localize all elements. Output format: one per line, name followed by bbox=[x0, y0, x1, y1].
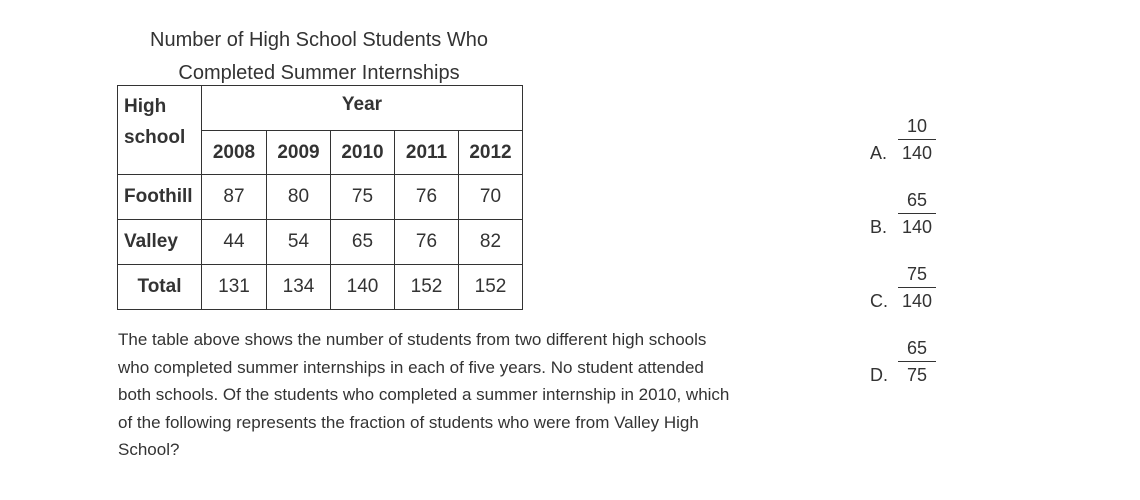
table-cell: 54 bbox=[267, 220, 331, 265]
table-row-valley bbox=[118, 220, 523, 265]
choice-c-denominator: 140 bbox=[901, 291, 933, 311]
table-cell: 75 bbox=[331, 175, 395, 220]
table-title-line-2: Completed Summer Internships bbox=[178, 62, 460, 84]
table-cell: 134 bbox=[267, 265, 331, 310]
question-line: both schools. Of the students who completed a summer internship in 2010, which bbox=[118, 385, 730, 404]
choice-b-numerator: 65 bbox=[906, 190, 928, 210]
table-cell: 65 bbox=[331, 220, 395, 265]
choice-b-letter: B. bbox=[870, 217, 888, 237]
high-school-header-line-2: school bbox=[124, 127, 186, 148]
question-text bbox=[118, 326, 818, 464]
table-cell: 140 bbox=[331, 265, 395, 310]
year-2012: 2012 bbox=[459, 131, 523, 175]
table-row-foothill bbox=[118, 175, 523, 220]
year-2009: 2009 bbox=[267, 131, 331, 175]
choice-b-denominator: 140 bbox=[901, 217, 933, 237]
table-title bbox=[118, 24, 520, 90]
table-cell: 152 bbox=[459, 265, 523, 310]
choice-c-numerator: 75 bbox=[906, 264, 928, 284]
table-cell: 76 bbox=[395, 175, 459, 220]
table-cell: 82 bbox=[459, 220, 523, 265]
table-cell: 87 bbox=[202, 175, 267, 220]
choice-a-fraction bbox=[896, 113, 938, 166]
year-header: Year bbox=[202, 86, 523, 131]
year-2011: 2011 bbox=[395, 131, 459, 175]
choice-d-letter: D. bbox=[870, 365, 888, 385]
table-cell: 152 bbox=[395, 265, 459, 310]
choice-c-letter: C. bbox=[870, 291, 888, 311]
table-cell: 70 bbox=[459, 175, 523, 220]
table-cell: 44 bbox=[202, 220, 267, 265]
table-title-line-1: Number of High School Students Who bbox=[150, 29, 488, 51]
table-row-total bbox=[118, 265, 523, 310]
high-school-header bbox=[118, 86, 202, 175]
row-label-foothill: Foothill bbox=[118, 175, 202, 220]
table-cell: 131 bbox=[202, 265, 267, 310]
internship-table bbox=[117, 85, 523, 310]
question-line: of the following represents the fraction of students who were from Valley High bbox=[118, 412, 699, 432]
choice-c-fraction bbox=[896, 261, 938, 314]
table-cell: 76 bbox=[395, 220, 459, 265]
choice-d-denominator: 75 bbox=[906, 365, 928, 385]
choice-a-letter: A. bbox=[870, 143, 888, 163]
choice-a-denominator: 140 bbox=[901, 143, 933, 163]
row-label-total: Total bbox=[118, 265, 202, 310]
question-line: School? bbox=[118, 440, 180, 459]
year-2010: 2010 bbox=[331, 131, 395, 175]
high-school-header-line-1: High bbox=[124, 96, 167, 117]
choice-d-fraction bbox=[896, 335, 938, 388]
choice-a-numerator: 10 bbox=[906, 116, 928, 136]
row-label-valley: Valley bbox=[118, 220, 202, 265]
choice-b-fraction bbox=[896, 187, 938, 240]
table-cell: 80 bbox=[267, 175, 331, 220]
choice-d-numerator: 65 bbox=[906, 338, 928, 358]
year-2008: 2008 bbox=[202, 131, 267, 175]
question-line: who completed summer internships in each of five years. No student attended bbox=[118, 357, 704, 377]
question-line: The table above shows the number of students from two different high schools bbox=[118, 330, 707, 349]
